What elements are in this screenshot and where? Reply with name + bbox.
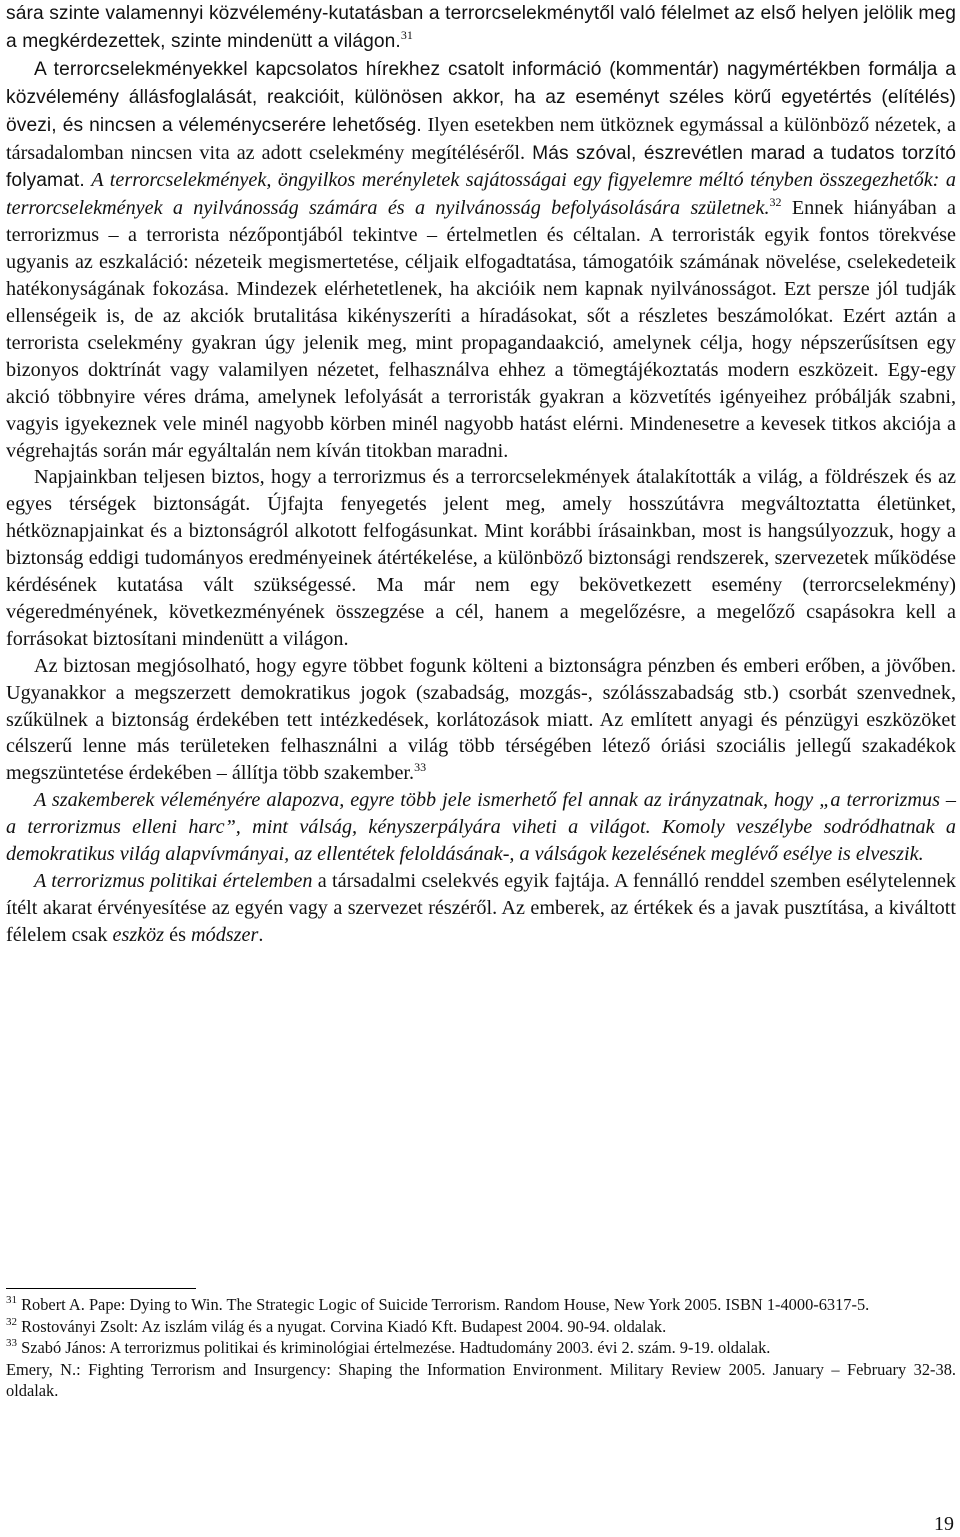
footnote-number: 33: [6, 1337, 17, 1350]
paragraph-2-emphasis: A terrorcselekmények, öngyilkos merényletek sajátosságai egy figyelemre méltó tényben összegezhetők: a terrorcselekmények a nyilvánosság számára és a nyilvánosság befolyásolására születnek.: [6, 169, 957, 220]
main-text: [6, 0, 956, 949]
paragraph-1: [6, 0, 956, 56]
paragraph-2-sentence-1: A terrorcselekményekkel kapcsolatos hírekhez csatolt információ (kommentár) nagymértékben formálja a közvélemény állásfoglalását, reakcióit, különösen akkor, ha az eseményt széles körű egyetértés (elítélés) övezi, és nincsen a véleménycserére lehetőség.: [6, 58, 956, 136]
paragraph-2-rest: Ennek hiányában a terrorizmus – a terrorista nézőpontjából tekintve – értelmetlen és céltalan. A terroristák egyik fontos törekvése ugyanis az eszkaláció: nézeteik megismertetése, céljaik elfogadtatása, támogatóik számának növelése, cselekedeteik hatékonyságának fokozása. Mindezek elérhetetlenek, ha akcióik nem kapnak nyilvánosságot. Ezt persze jól tudják ellenségeik is, de az akciók brutalitása kikényszeríti a híradásokat, sőt a részletes beszámolókat. Ezért aztán a terrorista cselekmény gyakran úgy jelenik meg, mint propagandaakció, amelynek célja, hogy népszerűsítsen egy bizonyos doktrínát vagy valamilyen nézetet, felhasználva ehhez a tömegtájékoztatás modern eszközeit. Egy-egy akció többnyire véres dráma, amelynek lefolyását a terroristák gyakran a közvetítés igényeihez próbálják szabni, vagyis igyekeznek vele minél nagyobb körben minél nagyobb hatást elérni. Mindenesetre a kevesek titkos akciója a végrehajtás során már egyáltalán nem kíván titokban maradni.: [6, 197, 957, 462]
paragraph-1-text: sára szinte valamennyi közvélemény-kutatásban a terrorcselekménytől való félelmet az első helyen jelölik meg a megkérdezettek, szinte mindenütt a világon.: [6, 3, 956, 52]
footnote-text: Szabó János: A terrorizmus politikai és kriminológiai értelmezése. Hadtudomány 2003. évi 2. szám. 9-19. oldalak.: [21, 1338, 771, 1358]
footnote-33: [6, 1337, 956, 1359]
paragraph-2: [6, 56, 956, 465]
paragraph-2-sentence-3: Más szóval, észrevétlen marad a tudatos torzító folyamat.: [6, 142, 956, 192]
footnotes: [6, 1294, 956, 1402]
footnote-31: [6, 1294, 956, 1316]
paragraph-6-text: a társadalmi cselekvés egyik fajtája. A fennálló renddel szemben esélytelennek ítélt akarat érvényesítése az egyén vagy a szervezet részéről. Az emberek, az értékek és a javak pusztítása, a kiváltott félelem csak: [6, 870, 956, 946]
footnote-ref-32[interactable]: 32: [769, 195, 782, 210]
footnote-text: Rostoványi Zsolt: Az iszlám világ és a nyugat. Corvina Kiadó Kft. Budapest 2004. 90-94. oldalak.: [21, 1316, 667, 1336]
paragraph-5-italic: A szakemberek véleményére alapozva, egyre több jele ismerhető fel annak az irányzatnak, hogy „a terrorizmus – a terrorizmus elleni harc”, mint válság, kényszerpályára viheti a világot. Komoly veszélybe sodródhatnak a demokratikus világ alapvívmányai, az ellentétek feloldásának-, a válságok kezelésének meglévő esélye is elveszik.: [6, 789, 956, 866]
paragraph-6-and: és: [169, 923, 186, 946]
paragraph-5: [6, 787, 956, 868]
footnote-32: [6, 1316, 956, 1338]
paragraph-6: [6, 868, 956, 949]
paragraph-6-lead: A terrorizmus politikai értelemben: [34, 870, 313, 892]
paragraph-6-emphasis-2: módszer: [191, 923, 259, 946]
footnote-divider: [6, 1288, 196, 1289]
footnote-text: Emery, N.: Fighting Terrorism and Insurgency: Shaping the Information Environment. Military Review 2005. January – February 32-38. oldalak.: [6, 1359, 956, 1401]
page-number: 19: [934, 1513, 954, 1535]
page-content: [6, 0, 956, 949]
footnote-number: 31: [6, 1294, 17, 1306]
footnote-emery: [6, 1359, 956, 1402]
paragraph-6-end: .: [258, 923, 264, 946]
footnote-ref-31[interactable]: 31: [400, 27, 413, 42]
footnote-text: Robert A. Pape: Dying to Win. The Strategic Logic of Suicide Terrorism. Random House, New York 2005. ISBN 1-4000-6317-5.: [21, 1295, 870, 1314]
paragraph-2-sentence-2: Ilyen esetekben nem ütköznek egymással a különböző nézetek, a társadalomban nincsen vita az adott cselekmény megítéléséről.: [6, 113, 957, 164]
paragraph-4-text: Az biztosan megjósolható, hogy egyre többet fogunk költeni a biztonságra pénzben és emberi erőben, a jövőben. Ugyanakkor a megszerzett demokratikus jogok (szabadság, mozgás-, szólásszabadság stb.) csorbát szenvednek, szűkülnek a biztonság érdekében tett intézkedések, korlátozások miatt. Az említett anyagi és pénzügyi eszközöket célszerű lenne más területeken felhasználni a világ több térségében létező óriási szociális jellegű szakadékok megszüntetése érdekében – állítja több szakember.: [6, 654, 956, 785]
paragraph-4: [6, 653, 956, 788]
paragraph-6-emphasis-1: eszköz: [112, 923, 165, 946]
paragraph-3: Napjainkban teljesen biztos, hogy a terrorizmus és a terrorcselekmények átalakították a világ, a földrészek és az egyes térségek biztonságát. Újfajta fenyegetés jelent meg, amely hosszútávra megváltoztatta életünket, hétköznapjainkat és a biztonságról alkotott felfogásunkat. Mint korábbi írásainkban, most is hangsúlyozzuk, hogy a biztonság eddigi tudományos eredményeinek átértékelése, a különböző biztonsági rendszerek, szervezetek működése kérdésének kutatása vált szükségessé. Ma már nem egy bekövetkezett esemény (terrorcselekmény) végeredményének, következményének összegzése a cél, hanem a megelőzésre, a megelőző csapásokra kell a forrásokat biztosítani mindenütt a világon.: [6, 466, 956, 650]
footnote-ref-33[interactable]: 33: [414, 760, 427, 775]
footnote-number: 32: [6, 1315, 17, 1328]
